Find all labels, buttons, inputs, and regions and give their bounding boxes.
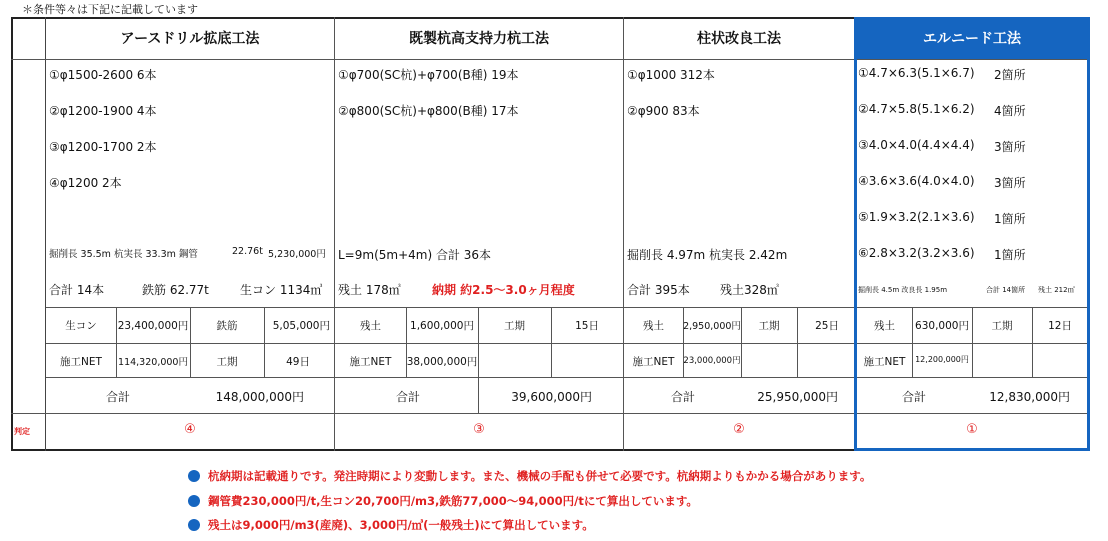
highlight-frame [854,17,1090,451]
col-header-elneed: エルニード工法 [855,19,1089,59]
footnote-soil [188,517,594,533]
cost-value: 38,000,000円 [406,356,478,368]
col-header-precast-pile: 既製杭高支持力杭工法 [409,31,549,47]
detail-steel: 22.76t [232,246,263,257]
cost-value: 114,320,000円 [118,357,188,368]
cost-value: 23,400,000円 [117,320,189,332]
spec-item: ①4.7×6.3(5.1×6.7) [858,66,975,80]
spec-item: ⑥2.8×3.2(3.2×3.6) [858,246,975,260]
cost-label: 残土 [360,320,381,332]
cost-label: 工期 [504,320,525,332]
total-label: 合計 [106,390,131,404]
spec-count: 1箇所 [994,212,1026,226]
cost-label: 工期 [991,320,1013,332]
total-value: 148,000,000円 [215,390,304,404]
footnote-text: 杭納期は記載通りです。発注時期により変動します。また、機械の手配も併せて必要です。杭納期よりもかかる場合があります。 [208,469,872,483]
cost-label: 施工NET [863,356,906,368]
total-value: 39,600,000円 [511,390,592,404]
col-divider-2 [623,17,624,451]
bullet-icon [188,470,200,482]
total-label: 合計 [902,390,927,404]
spec-item: ③4.0×4.0(4.4×4.4) [858,138,975,152]
spec-item: ④3.6×3.6(4.0×4.0) [858,174,975,188]
spec-item: ②φ900 83本 [627,104,700,118]
summary-soil: 残土328㎥ [720,283,779,297]
spec-count: 1箇所 [994,248,1026,262]
spec-item: ②φ1200-1900 4本 [49,104,157,118]
spec-count: 2箇所 [994,68,1026,82]
cost-label: 施工NET [60,356,102,368]
total-label: 合計 [396,390,421,404]
detail-text: 掘削長 35.5m 杭実長 33.3m 鋼管 [49,249,198,260]
side-column [11,17,46,451]
rank-precast-pile: ③ [473,422,485,437]
cost-label: 施工NET [349,356,392,368]
cost-label: 残土 [874,320,895,332]
footnote-delivery [188,468,871,484]
summary-rebar: 鉄筋 62.77t [142,283,209,297]
cost-value: 23,000,000円 [683,356,741,366]
cost-value: 12,200,000円 [915,355,969,364]
col-header-earth-drill: アースドリル拡底工法 [120,31,260,47]
detail-text: 掘削長 4.97m 杭実長 2.42m [627,248,788,262]
condition-note: ＊条件等々は下記に記載しています [22,3,198,16]
spec-item: ①φ1500-2600 6本 [49,68,157,82]
summary-soil: 残土 178㎥ [338,283,401,297]
rank-earth-drill: ④ [184,422,196,437]
footnote-text: 鋼管費230,000円/t,生コン20,700円/m3,鉄筋77,000～94,000円/tにて算出しています。 [208,494,698,508]
cost-label: 施工NET [632,356,675,368]
footnote-unit-price [188,493,698,509]
cost-value: 25日 [815,320,839,332]
cost-label: 残土 [643,320,664,332]
spec-item: ②4.7×5.8(5.1×6.2) [858,102,975,116]
bullet-icon [188,495,200,507]
spec-item: ⑤1.9×3.2(2.1×3.6) [858,210,975,224]
cost-label: 工期 [758,320,780,332]
detail-text: L=9m(5m+4m) 合計 36本 [338,248,492,262]
detail-cost: 5,230,000円 [268,249,326,260]
delivery-note: 納期 約2.5～3.0ヶ月程度 [432,283,575,297]
spec-item: ④φ1200 2本 [49,176,122,190]
total-label: 合計 [671,390,696,404]
spec-count: 3箇所 [994,176,1026,190]
spec-item: ③φ1200-1700 2本 [49,140,157,154]
cost-label: 生コン [65,320,97,332]
spec-item: ①φ700(SC杭)+φ700(B種) 19本 [338,68,519,82]
cost-label: 工期 [216,356,238,368]
rank-column-improvement: ② [733,422,745,437]
summary-total: 合計 395本 [627,283,690,297]
cost-value: 49日 [286,356,310,368]
footnote-text: 残土は9,000円/m3(産廃)、3,000円/㎥(一般残土)にて算出しています。 [208,518,594,532]
total-value: 12,830,000円 [989,390,1070,404]
summary-concrete: 生コン 1134㎥ [240,283,323,297]
cost-value: 5,05,000円 [272,320,330,332]
cost-value: 630,000円 [915,320,969,332]
judge-label: 判定 [14,427,30,436]
cost-value: 1,600,000円 [410,320,474,332]
rank-elneed: ① [966,422,978,437]
col-header-column-improvement: 柱状改良工法 [697,31,781,47]
cost-label: 鉄筋 [216,320,238,332]
detail-text: 掘削長 4.5m 改良長 1.95m [858,286,948,294]
col-divider-1 [334,17,335,451]
detail-soil: 残土 212㎥ [1038,286,1075,294]
cost-value: 15日 [575,320,599,332]
spec-item: ②φ800(SC杭)+φ800(B種) 17本 [338,104,519,118]
total-value: 25,950,000円 [757,390,838,404]
detail-total: 合計 14箇所 [986,286,1026,294]
cost-value: 12日 [1048,320,1072,332]
spec-item: ①φ1000 312本 [627,68,715,82]
cost-value: 2,950,000円 [683,321,741,332]
bullet-icon [188,519,200,531]
summary-total: 合計 14本 [49,283,105,297]
spec-count: 4箇所 [994,104,1026,118]
spec-count: 3箇所 [994,140,1026,154]
